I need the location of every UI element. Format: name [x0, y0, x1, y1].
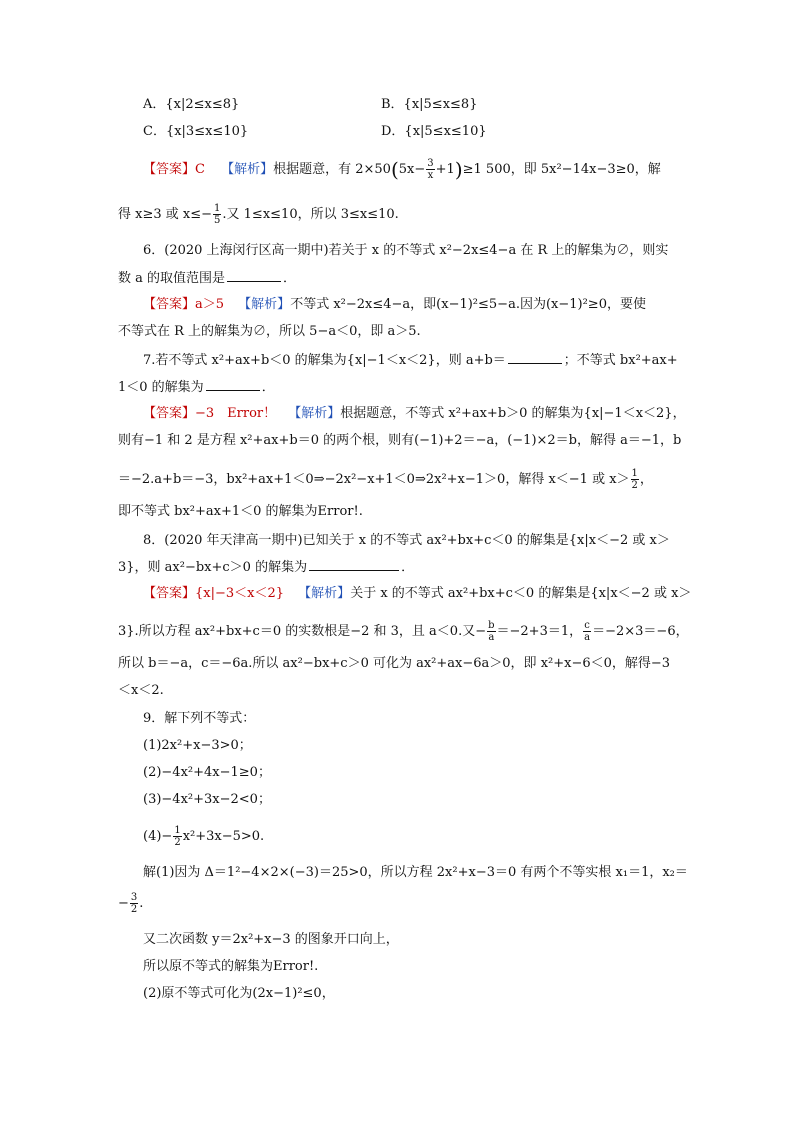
q7-analysis-line4: 即不等式 bx²+ax+1＜0 的解集为Error!.	[118, 504, 363, 519]
q6-stem-line1: 6．(2020 上海闵行区高一期中)若关于 x 的不等式 x²−2x≤4−a 在 R 上的解集为∅，则实	[143, 243, 669, 258]
q7-analysis-text: 根据题意，不等式 x²+ax+b＞0 的解集为{x|−1＜x＜2}，	[340, 406, 686, 421]
q5-analysis-l2a: 得 x≥3 或 x≤−	[118, 207, 213, 222]
q8-analysis-l2b: ＝−2+3＝1，	[496, 624, 583, 639]
q6-analysis-line1	[143, 296, 713, 314]
q7-answer: 【答案】−3 Error！	[143, 406, 277, 421]
q6-analysis-tag: 【解析】	[238, 297, 291, 312]
q8-fraction-2: $\frac{c}{a}$	[584, 620, 591, 643]
q9-sol-l2a: −	[118, 896, 129, 911]
q5-option-c: C．{x|3≤x≤10}	[143, 124, 249, 139]
q8-analysis-text: 关于 x 的不等式 ax²+bx+c＜0 的解集是{x|x＜−2 或 x＞	[350, 586, 692, 601]
q9-solution-line3: 又二次函数 y＝2x²+x−3 的图象开口向上，	[143, 932, 399, 947]
q8-analysis-l2c: ＝−2×3＝−6，	[592, 624, 689, 639]
q9-item-1: (1)2x²+x−3>0；	[143, 738, 252, 753]
q5-fraction-2: $\frac{1}{5}$	[214, 203, 221, 226]
q9-sol-l2b: .	[139, 896, 144, 911]
q7-analysis-l3a: ＝−2.a+b＝−3，bx²+ax+1＜0⇒−2x²−x+1＜0⇒2x²+x−1＞0，解得 x＜−1 或 x＞	[118, 472, 630, 487]
paren-open: (	[390, 157, 399, 182]
q5-analysis-text-c: +1	[435, 162, 455, 177]
q7-stem-text-c: 1＜0 的解集为	[118, 380, 204, 395]
q9-solution-line4: 所以原不等式的解集为Error!.	[143, 959, 319, 974]
q7-fraction: $\frac{1}{2}$	[631, 468, 638, 491]
q6-stem-text: 数 a 的取值范围是	[118, 271, 226, 286]
q9-item-3: (3)−4x²+3x−2<0；	[143, 792, 271, 807]
q7-analysis-line2: 则有−1 和 2 是方程 x²+ax+b＝0 的两个根，则有(−1)+2＝−a，(−1)×2＝b，解得 a＝−1，b	[118, 433, 682, 448]
q5-analysis-l2b: .又 1≤x≤10，所以 3≤x≤10.	[222, 207, 399, 222]
q5-analysis-line2	[118, 203, 688, 226]
q6-stem-end: ．	[283, 271, 297, 286]
q5-fraction: $\frac{3}{x}$	[427, 158, 434, 181]
q7-analysis-line3	[118, 468, 688, 491]
q5-analysis-text-d: ≥1 500，即 5x²−14x−3≥0，解	[462, 162, 661, 177]
q6-answer: 【答案】a＞5	[143, 297, 225, 312]
q9-item-4	[143, 825, 713, 848]
q5-answer: 【答案】C	[143, 162, 205, 177]
q5-analysis-text-a: 根据题意，有 2×50	[273, 162, 391, 177]
q6-stem-line2	[118, 269, 688, 288]
q7-stem-line2	[118, 378, 688, 397]
q7-stem-line1	[143, 351, 713, 370]
q9-solution-line1: 解(1)因为 Δ＝1²−4×2×(−3)＝25>0，所以方程 2x²+x−3＝0 有两个不等实根 x₁＝1，x₂＝	[143, 865, 688, 880]
q7-stem-text-b: ；不等式 bx²+ax+	[563, 353, 678, 368]
q9-sol-fraction: $\frac{3}{2}$	[130, 892, 138, 915]
q8-analysis-l2a: 3}.所以方程 ax²+bx+c＝0 的实数根是−2 和 3，且 a＜0.又−	[118, 624, 487, 639]
q5-analysis-line1	[143, 158, 713, 181]
q9-item-2: (2)−4x²+4x−1≥0；	[143, 765, 271, 780]
q8-analysis-line1	[143, 585, 713, 603]
q9-item-4-fraction: $\frac{1}{2}$	[174, 825, 181, 848]
q9-stem: 9．解下列不等式：	[143, 711, 256, 726]
q8-analysis-line3: 所以 b＝−a，c＝−6a.所以 ax²−bx+c＞0 可化为 ax²+ax−6a＞0，即 x²+x−6＜0，解得−3	[118, 656, 671, 671]
q8-answer: 【答案】{x|−3＜x＜2}	[143, 586, 285, 601]
q5-analysis-text-b: 5x−	[398, 162, 426, 177]
q9-solution-line2	[118, 892, 688, 915]
q8-analysis-tag: 【解析】	[298, 586, 351, 601]
q8-answer-blank[interactable]	[309, 558, 399, 571]
q7-stem-text-a: 7.若不等式 x²+ax+b＜0 的解集为{x|−1＜x＜2}，则 a+b＝	[143, 353, 506, 368]
q8-stem-line2	[118, 558, 688, 577]
q8-analysis-line4: ＜x＜2.	[118, 683, 164, 698]
q7-stem-end: ．	[261, 380, 275, 395]
q5-options-row1	[143, 96, 688, 114]
q6-analysis-text: 不等式 x²−2x≤4−a，即(x−1)²≤5−a.因为(x−1)²≥0，要使	[290, 297, 646, 312]
q8-stem-text: 3}，则 ax²−bx+c＞0 的解集为	[118, 560, 308, 575]
q6-answer-blank[interactable]	[227, 269, 281, 282]
q7-analysis-tag: 【解析】	[288, 406, 341, 421]
q5-options-row2	[143, 123, 688, 141]
q8-analysis-line2	[118, 620, 688, 643]
q8-stem-end: ．	[401, 560, 415, 575]
q8-fraction-1: $\frac{b}{a}$	[488, 620, 495, 643]
q7-answer-blank-2[interactable]	[206, 378, 260, 391]
q7-answer-blank-1[interactable]	[508, 351, 562, 364]
q5-option-d: D．{x|5≤x≤10}	[381, 124, 487, 139]
q5-analysis-tag: 【解析】	[221, 162, 274, 177]
q9-solution-line5: (2)原不等式可化为(2x−1)²≤0，	[143, 986, 335, 1001]
q9-item-4b: x²+3x−5>0.	[182, 829, 265, 844]
q9-item-4a: (4)−	[143, 829, 173, 844]
q7-analysis-l3b: ，	[639, 472, 653, 487]
q5-option-a: A．{x|2≤x≤8}	[143, 97, 240, 112]
q7-analysis-line1	[143, 405, 713, 423]
paren-close: )	[454, 157, 463, 182]
q8-stem-line1: 8．(2020 年天津高一期中)已知关于 x 的不等式 ax²+bx+c＜0 的解集是{x|x＜−2 或 x＞	[143, 533, 670, 548]
q6-analysis-line2: 不等式在 R 上的解集为∅，所以 5−a＜0，即 a＞5.	[118, 324, 421, 339]
q5-option-b: B．{x|5≤x≤8}	[381, 97, 478, 112]
